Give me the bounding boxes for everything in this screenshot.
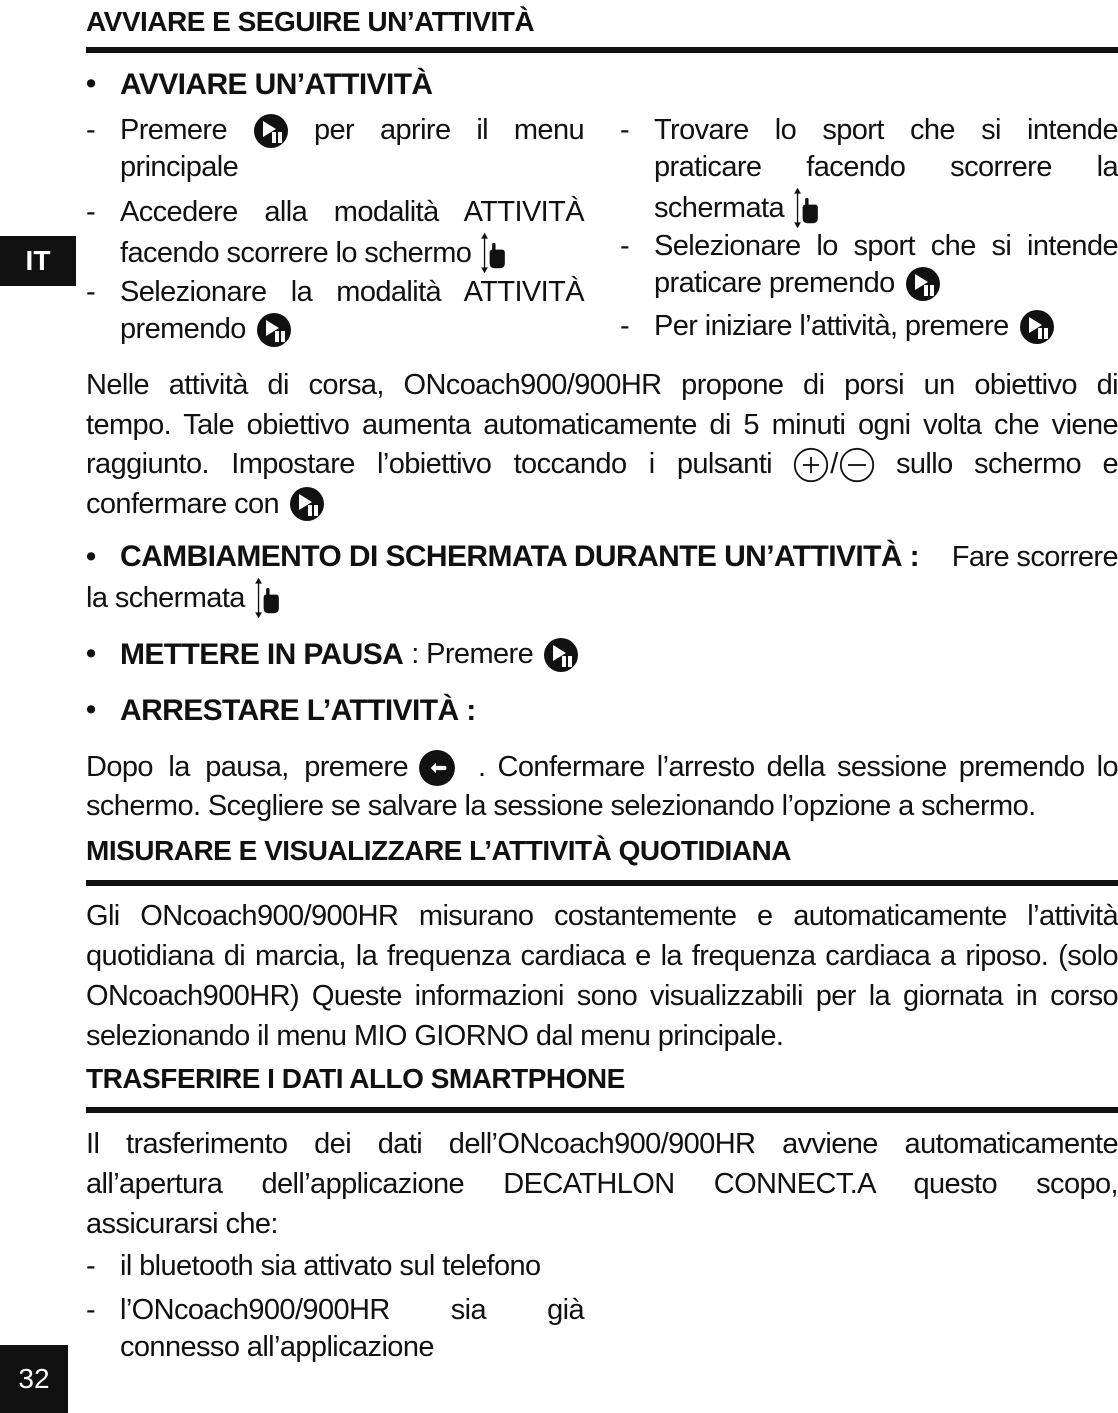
bullet-marker: • xyxy=(86,541,96,573)
change-screen-block xyxy=(86,538,1118,620)
dash-marker: - xyxy=(86,276,96,308)
section-heading-transfer-data: TRASFERIRE I DATI ALLO SMARTPHONE xyxy=(86,1063,625,1094)
section-heading-daily-activity: MISURARE E VISUALIZZARE L’ATTIVITÀ QUOTIDIANA xyxy=(86,835,791,866)
step-select-sport xyxy=(620,228,1118,308)
play-pause-button-icon xyxy=(1019,309,1055,345)
list-item-text: connesso all’applicazione xyxy=(120,1331,434,1363)
step-select-sport-text-b: praticare premendo xyxy=(654,267,895,299)
page-number: 32 xyxy=(0,1345,68,1413)
list-item xyxy=(86,1292,586,1372)
pause-block xyxy=(86,636,582,673)
step-open-menu xyxy=(86,112,586,194)
goal-separator: / xyxy=(830,448,838,480)
transfer-line-3: assicurarsi che: xyxy=(86,1208,278,1240)
step-start-activity xyxy=(620,308,1118,352)
step-find-text-b: praticare facendo scorrere la xyxy=(654,151,1118,183)
dash-marker: - xyxy=(86,196,96,228)
daily-line-4: selezionando il menu MIO GIORNO dal menu principale. xyxy=(86,1020,784,1052)
bullet-marker: • xyxy=(86,638,96,670)
goal-line-1: Nelle attività di corsa, ONcoach900/900HR propone di porsi un obiettivo di xyxy=(86,369,1118,401)
step-find-text-c: schermata xyxy=(654,191,784,224)
back-button-icon xyxy=(418,749,456,787)
step-find-text-a: Trovare lo sport che si intende xyxy=(654,114,1118,146)
dash-marker: - xyxy=(620,310,630,342)
stop-line-2: schermo. Scegliere se salvare la sessione selezionando l’opzione a schermo. xyxy=(86,790,1036,822)
step-open-menu-text-b: per aprire il menu xyxy=(314,114,584,146)
step-select-sport-text-a: Selezionare lo sport che si intende xyxy=(654,230,1118,262)
list-item-text: l’ONcoach900/900HR sia già xyxy=(120,1294,584,1326)
list-item-text: il bluetooth sia attivato sul telefono xyxy=(120,1250,541,1282)
transfer-paragraph xyxy=(86,1124,1118,1244)
bullet-heading-start-activity: AVVIARE UN’ATTIVITÀ xyxy=(120,68,433,101)
step-open-menu-text-a: Premere xyxy=(120,114,227,146)
goal-line-3-a: raggiunto. Impostare l’obiettivo toccando i pulsanti xyxy=(86,448,772,480)
step-select-text-b: premendo xyxy=(120,313,246,345)
dash-marker: - xyxy=(620,114,630,146)
bullet-heading-pause: METTERE IN PAUSA xyxy=(120,638,404,671)
dash-marker: - xyxy=(86,1250,96,1282)
stop-line-1-b: . Confermare l’arresto della sessione premendo lo xyxy=(478,751,1118,783)
bullet-heading-change-screen: CAMBIAMENTO DI SCHERMATA DURANTE UN’ATTIVITÀ : xyxy=(120,540,920,573)
heading-rule xyxy=(86,1107,1118,1113)
step-select-activity-mode xyxy=(86,274,586,354)
daily-line-1: Gli ONcoach900/900HR misurano costantemente e automaticamente l’attività xyxy=(86,900,1118,932)
play-pause-button-icon xyxy=(256,312,292,348)
dash-marker: - xyxy=(86,1294,96,1326)
goal-line-3-b: sullo schermo e xyxy=(896,448,1118,480)
plus-circle-icon xyxy=(793,447,829,483)
stop-paragraph xyxy=(86,748,1118,826)
stop-heading-block xyxy=(86,692,476,729)
swipe-vertical-hand-icon xyxy=(792,186,820,230)
play-pause-button-icon xyxy=(253,113,289,149)
goal-paragraph xyxy=(86,366,1118,524)
bullet-marker: • xyxy=(86,694,96,726)
swipe-vertical-hand-icon xyxy=(253,576,281,620)
play-pause-button-icon xyxy=(905,266,941,302)
right-steps xyxy=(620,112,1118,352)
pause-text: : Premere xyxy=(411,638,534,670)
bullet-marker: • xyxy=(86,68,96,100)
change-screen-text-b: la schermata xyxy=(86,581,245,614)
step-select-text-a: Selezionare la modalità ATTIVITÀ xyxy=(120,276,584,308)
step-access-text-b: facendo scorrere lo schermo xyxy=(120,236,472,269)
list-item xyxy=(86,1248,586,1292)
daily-line-2: quotidiana di marcia, la frequenza cardiaca e la frequenza cardiaca a riposo. (solo xyxy=(86,940,1118,972)
bullet-heading-stop: ARRESTARE L’ATTIVITÀ : xyxy=(120,694,476,727)
transfer-requirements-list xyxy=(86,1248,586,1372)
play-pause-button-icon xyxy=(289,486,325,522)
section-heading-start-activity: AVVIARE E SEGUIRE UN’ATTIVITÀ xyxy=(86,6,535,37)
daily-line-3: ONcoach900HR) Queste informazioni sono visualizzabili per la giornata in corso xyxy=(86,980,1118,1012)
stop-line-1-a: Dopo la pausa, premere xyxy=(86,751,408,783)
goal-line-4: confermare con xyxy=(86,487,280,520)
swipe-vertical-hand-icon xyxy=(479,231,507,275)
transfer-line-1: Il trasferimento dei dati dell’ONcoach900/900HR avviene automaticamente xyxy=(86,1128,1118,1160)
heading-rule xyxy=(86,880,1118,886)
dash-marker: - xyxy=(86,114,96,146)
daily-activity-paragraph xyxy=(86,896,1118,1056)
dash-marker: - xyxy=(620,230,630,262)
step-open-menu-text-c: principale xyxy=(120,151,239,183)
transfer-line-2: all’apertura dell’applicazione DECATHLON CONNECT.A questo scopo, xyxy=(86,1168,1118,1200)
step-find-sport xyxy=(620,112,1118,228)
step-access-text-a: Accedere alla modalità ATTIVITÀ xyxy=(120,196,584,228)
heading-rule xyxy=(86,47,1118,53)
language-tab: IT xyxy=(0,236,76,286)
step-start-text: Per iniziare l’attività, premere xyxy=(654,310,1009,342)
left-steps xyxy=(86,112,586,354)
step-access-activity-mode xyxy=(86,194,586,274)
change-screen-text-a: Fare scorrere xyxy=(951,541,1118,573)
play-pause-button-icon xyxy=(543,637,579,673)
minus-circle-icon xyxy=(839,447,875,483)
goal-line-2: tempo. Tale obiettivo aumenta automaticamente di 5 minuti ogni volta che viene xyxy=(86,408,1118,441)
